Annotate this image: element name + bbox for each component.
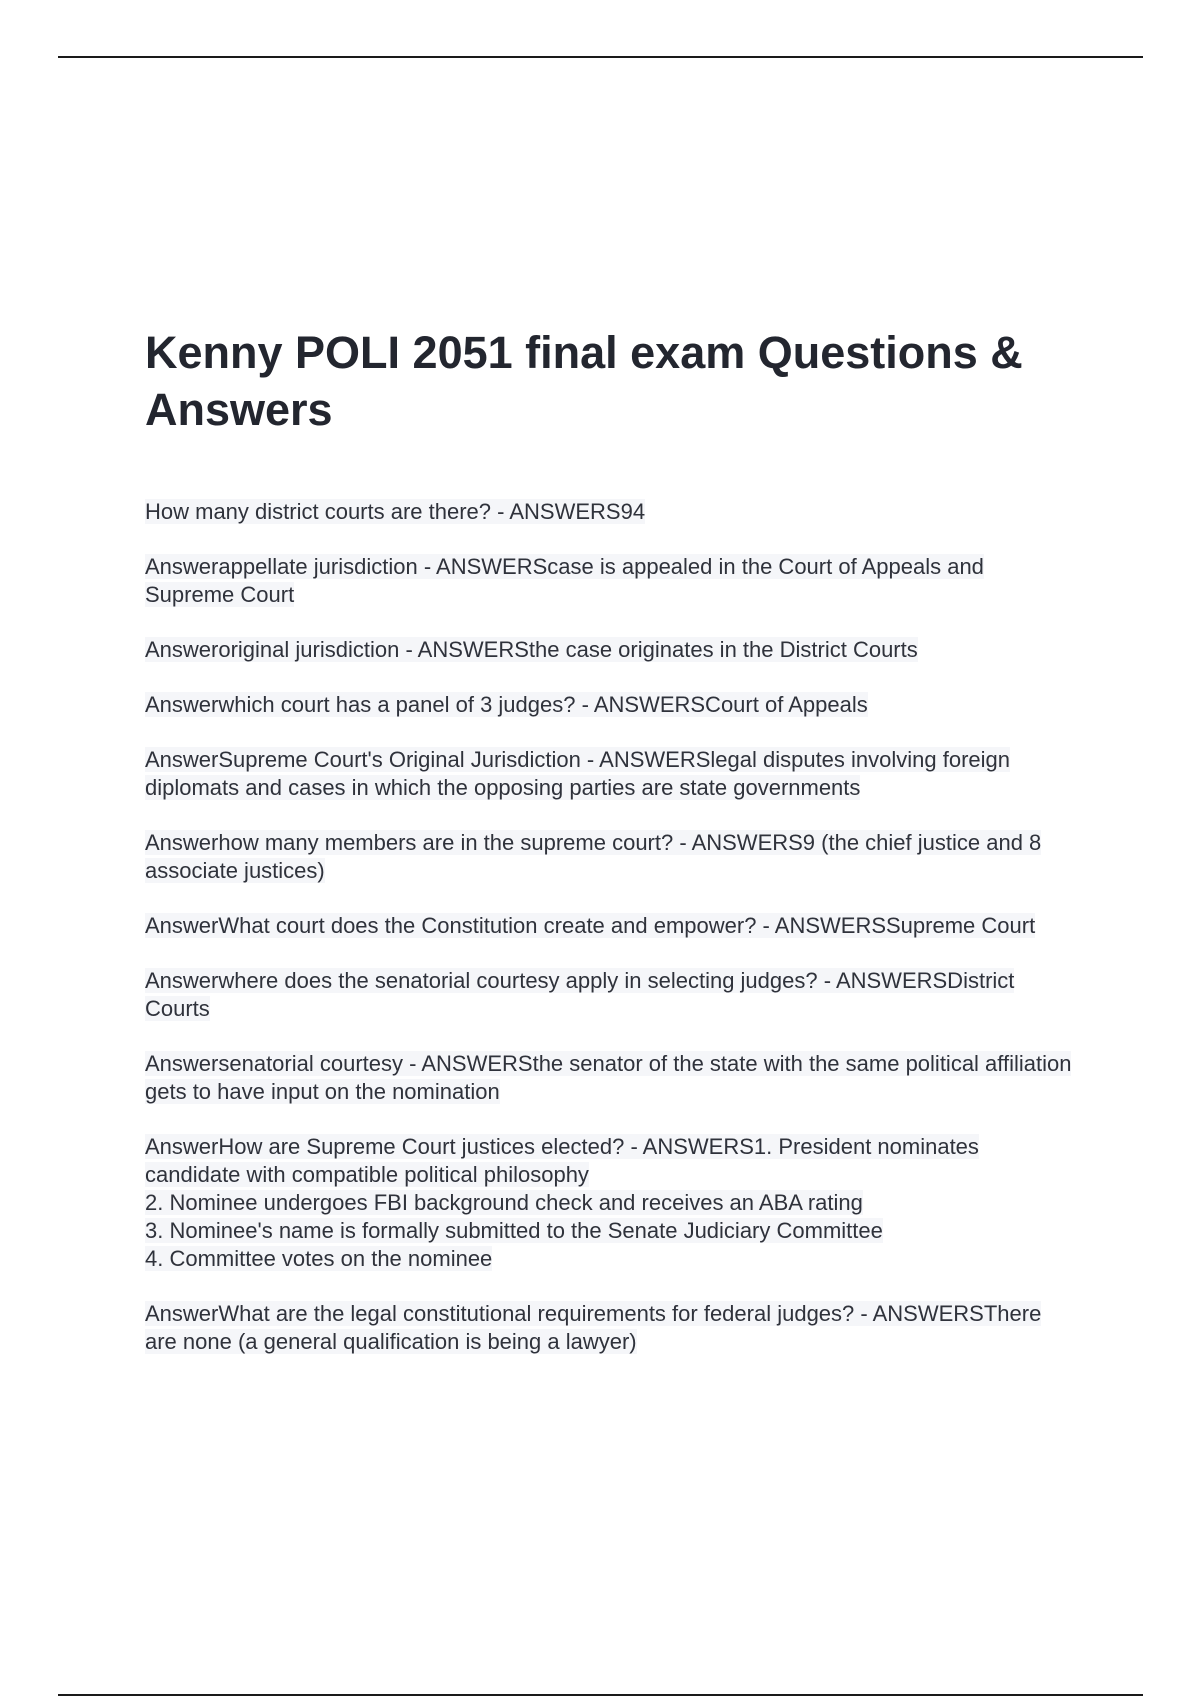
qa-text: AnswerWhat are the legal constitutional requirements for federal judges? - ANSWERSThere are none (a general qualification is being a lawyer) — [145, 1301, 1042, 1354]
qa-item — [145, 829, 1075, 885]
qa-text: Answerwhich court has a panel of 3 judges? - ANSWERSCourt of Appeals — [145, 692, 868, 717]
qa-item — [145, 636, 1075, 664]
qa-item — [145, 691, 1075, 719]
qa-item — [145, 553, 1075, 609]
qa-text: Answerwhere does the senatorial courtesy apply in selecting judges? - ANSWERSDistrict Courts — [145, 968, 1015, 1021]
qa-item — [145, 498, 1075, 526]
bottom-rule — [58, 1694, 1143, 1696]
qa-text: Answeroriginal jurisdiction - ANSWERSthe case originates in the District Courts — [145, 637, 918, 662]
qa-text: How many district courts are there? - ANSWERS94 — [145, 499, 646, 524]
qa-item — [145, 1050, 1075, 1106]
qa-text: Answerappellate jurisdiction - ANSWERScase is appealed in the Court of Appeals and Supreme Court — [145, 554, 984, 607]
document-title: Kenny POLI 2051 final exam Questions & Answers — [145, 327, 1023, 435]
qa-item — [145, 967, 1075, 1023]
top-rule — [58, 56, 1143, 58]
qa-item — [145, 912, 1075, 940]
qa-text: AnswerWhat court does the Constitution create and empower? - ANSWERSSupreme Court — [145, 913, 1036, 938]
qa-item — [145, 1133, 1075, 1273]
qa-text: Answerhow many members are in the supreme court? - ANSWERS9 (the chief justice and 8 associate justices) — [145, 830, 1042, 883]
qa-text: Answersenatorial courtesy - ANSWERSthe senator of the state with the same political affiliation gets to have input on the nomination — [145, 1051, 1072, 1104]
qa-item — [145, 746, 1075, 802]
qa-item — [145, 1300, 1075, 1356]
qa-text: AnswerSupreme Court's Original Jurisdiction - ANSWERSlegal disputes involving foreign diplomats and cases in which the opposing parties are state governments — [145, 747, 1011, 800]
qa-text: AnswerHow are Supreme Court justices elected? - ANSWERS1. President nominates candidate with compatible political philosophy 2. Nominee undergoes FBI background check and receives an ABA rating 3. Nominee's name is formally submitted to the Senate Judiciary Committee 4. Committee votes on the nominee — [145, 1134, 979, 1271]
document-body — [145, 324, 1075, 1383]
qa-list — [145, 498, 1075, 1356]
